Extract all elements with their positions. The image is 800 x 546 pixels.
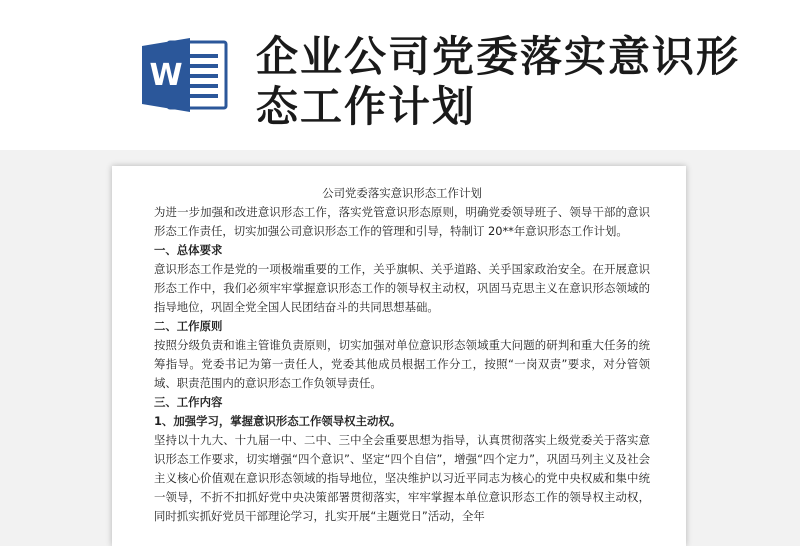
word-icon-letter: W: [149, 58, 183, 93]
word-document-icon: [140, 36, 230, 114]
section-heading-principles: 二、工作原则: [154, 319, 223, 333]
section-heading-general: 一、总体要求: [154, 243, 223, 257]
document-page: [112, 166, 686, 546]
subsection-heading-study: 1、加强学习，掌握意识形态工作领导权主动权。: [154, 414, 402, 428]
header-banner: [0, 0, 800, 150]
section-heading-content: 三、工作内容: [154, 395, 223, 409]
subsection-body-study: 坚持以十九大、十九届一中、二中、三中全会重要思想为指导，认真贯彻落实上级党委关于落实意识形态工作要求，切实增强“四个意识”、坚定“四个自信”，增强“四个定力”，巩固马列主义及社会主义核心价值观在意识形态领域的指导地位，坚决维护以习近平同志为核心的党中央权威和集中统一领导，不折不扣抓好党中央决策部署贯彻落实，牢牢掌握本单位意识形态工作的领导权主动权，同时抓实抓好党员干部理论学习，扎实开展“主题党日”活动，全年: [154, 433, 650, 523]
section-body-general: 意识形态工作是党的一项极端重要的工作，关乎旗帜、关乎道路、关乎国家政治安全。在开展意识形态工作中，我们必须牢牢掌握意识形态工作的领导权主动权，巩固马克思主义在意识形态领域的指导地位，巩固全党全国人民团结奋斗的共同思想基础。: [154, 262, 650, 314]
document-title: 公司党委落实意识形态工作计划: [322, 186, 482, 200]
section-body-principles: 按照分级负责和谁主管谁负责原则，切实加强对单位意识形态领域重大问题的研判和重大任务的统筹指导。党委书记为第一责任人，党委其他成员根据工作分工，按照“一岗双责”要求，对分管领域、职责范围内的意识形态工作负领导责任。: [154, 338, 650, 390]
intro-paragraph: 为进一步加强和改进意识形态工作，落实党管意识形态原则，明确党委领导班子、领导干部的意识形态工作责任，切实加强公司意识形态工作的管理和引导，特制订 20**年意识形态工作计划。: [154, 205, 650, 238]
page-title: 企业公司党委落实意识形态工作计划: [256, 32, 741, 131]
document-body: [154, 184, 650, 526]
